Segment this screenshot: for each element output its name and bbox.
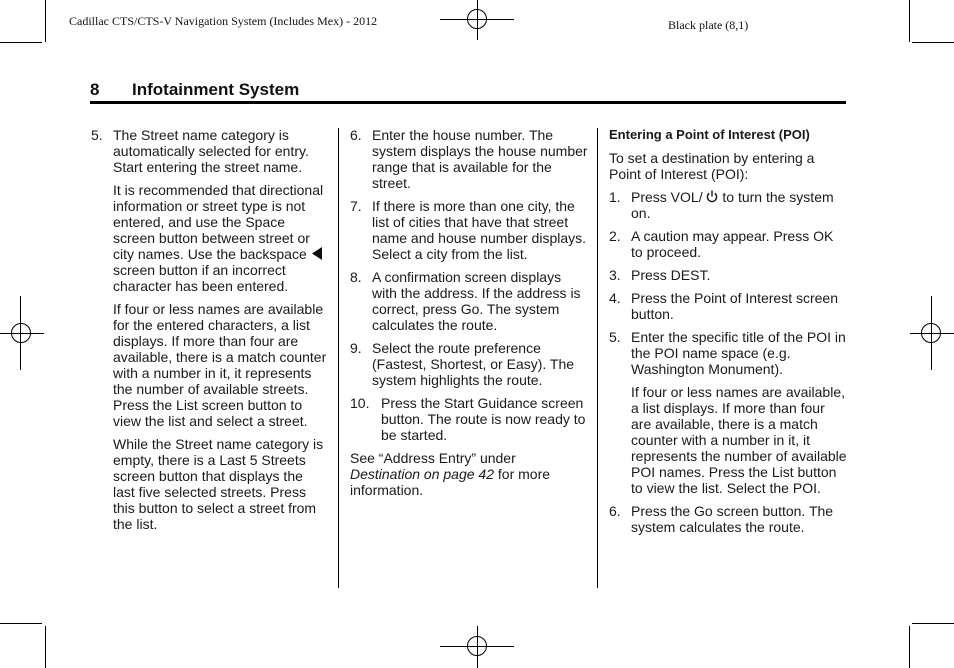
step-text: A confirmation screen displays with the address. If the address is correct, press Go. The system calculates the route.	[372, 269, 581, 333]
step-number: 1.	[609, 189, 621, 205]
step-text: A caution may appear. Press OK to proceed.	[631, 228, 834, 260]
paragraph-recommendation	[113, 182, 327, 294]
step-number: 3.	[609, 267, 621, 283]
list-item-step-5	[609, 329, 847, 377]
section-title: Infotainment System	[132, 80, 300, 99]
step-number: 5.	[609, 329, 621, 345]
see-text: See “Address Entry” under	[350, 450, 516, 466]
step-text-b: to turn the system on.	[631, 189, 834, 221]
see-also-reference	[350, 450, 588, 498]
step-number: 6.	[350, 127, 362, 143]
page-number: 8	[90, 80, 100, 99]
step-text: Enter the specific title of the POI in the POI name space (e.g. Washington Monument).	[631, 329, 846, 377]
column-2	[350, 127, 588, 498]
step-number: 10.	[350, 395, 370, 411]
step-number: 8.	[350, 269, 362, 285]
left-triangle-icon	[311, 247, 323, 260]
subheading-poi: Entering a Point of Interest (POI)	[609, 127, 810, 142]
list-item-step-8	[350, 269, 588, 333]
list-item-step-6	[350, 127, 588, 191]
step-number: 2.	[609, 228, 621, 244]
title-rule	[90, 101, 846, 104]
registration-mark-top	[440, 0, 514, 40]
paragraph-poi-list: If four or less names are available, a list displays. If more than four are available, there is a match counter with a number in it, it represents the number of available POI names. Press the List button to view the list. Select the POI.	[631, 384, 847, 496]
step-text: If there is more than one city, the list of cities that have that street name and house number displays. Select a city from the list.	[372, 198, 587, 262]
step-text: Press DEST.	[631, 267, 711, 283]
step-text: Press the Point of Interest screen button.	[631, 290, 838, 322]
step-number: 5.	[91, 127, 103, 143]
paragraph-text-b: screen button if an incorrect character has been entered.	[113, 262, 289, 294]
list-item-step-7	[350, 198, 588, 262]
column-divider-2	[597, 128, 598, 588]
page-header-right: Black plate (8,1)	[668, 18, 749, 32]
column-3	[609, 127, 847, 535]
step-number: 7.	[350, 198, 362, 214]
list-item-step-10	[350, 395, 588, 443]
step-text	[631, 189, 847, 221]
page-header-left: Cadillac CTS/CTS-V Navigation System (Includes Mex) - 2012	[69, 14, 378, 28]
registration-mark-left	[0, 296, 44, 370]
step-number: 9.	[350, 340, 362, 356]
paragraph-list-info: If four or less names are available for the entered characters, a list displays. If more than four are available, there is a match counter with a number in it, it represents the number of available streets. Press the List screen button to view the list and select a street.	[113, 301, 327, 429]
registration-mark-bottom	[440, 626, 514, 668]
paragraph-text-a: It is recommended that directional information or street type is not entered, and use the Space screen button between street or city names. Use the backspace	[113, 182, 324, 262]
registration-mark-right	[910, 296, 954, 370]
section-heading	[90, 80, 390, 102]
power-icon	[706, 190, 718, 203]
see-text-end: for more information.	[350, 466, 551, 498]
step-number: 4.	[609, 290, 621, 306]
list-item-step-2	[609, 228, 847, 260]
column-1	[91, 127, 327, 532]
step-text: Press the Start Guidance screen button. The route is now ready to be started.	[381, 395, 586, 443]
list-item-step-6	[609, 503, 847, 535]
list-item-step-9	[350, 340, 588, 388]
step-text: The Street name category is automatically selected for entry. Start entering the street name.	[113, 127, 309, 175]
step-number: 6.	[609, 503, 621, 519]
list-item-step-1	[609, 189, 847, 221]
step-text-a: Press VOL/	[631, 189, 703, 205]
list-item-step-3	[609, 267, 847, 283]
step-text: Select the route preference (Fastest, Shortest, or Easy). The system highlights the route.	[372, 340, 575, 388]
step-text: Press the Go screen button. The system calculates the route.	[631, 503, 834, 535]
list-item-step-4	[609, 290, 847, 322]
step-text: Enter the house number. The system displays the house number range that is available for the street.	[372, 127, 588, 191]
column-divider-1	[338, 128, 339, 588]
cross-reference-link[interactable]: Destination on page 42	[350, 466, 494, 482]
intro-text: To set a destination by entering a Point of Interest (POI):	[609, 150, 815, 182]
list-item-step-5	[91, 127, 327, 175]
paragraph-last-5-streets: While the Street name category is empty, there is a Last 5 Streets screen button that displays the last five selected streets. Press this button to select a street from the list.	[113, 436, 324, 532]
